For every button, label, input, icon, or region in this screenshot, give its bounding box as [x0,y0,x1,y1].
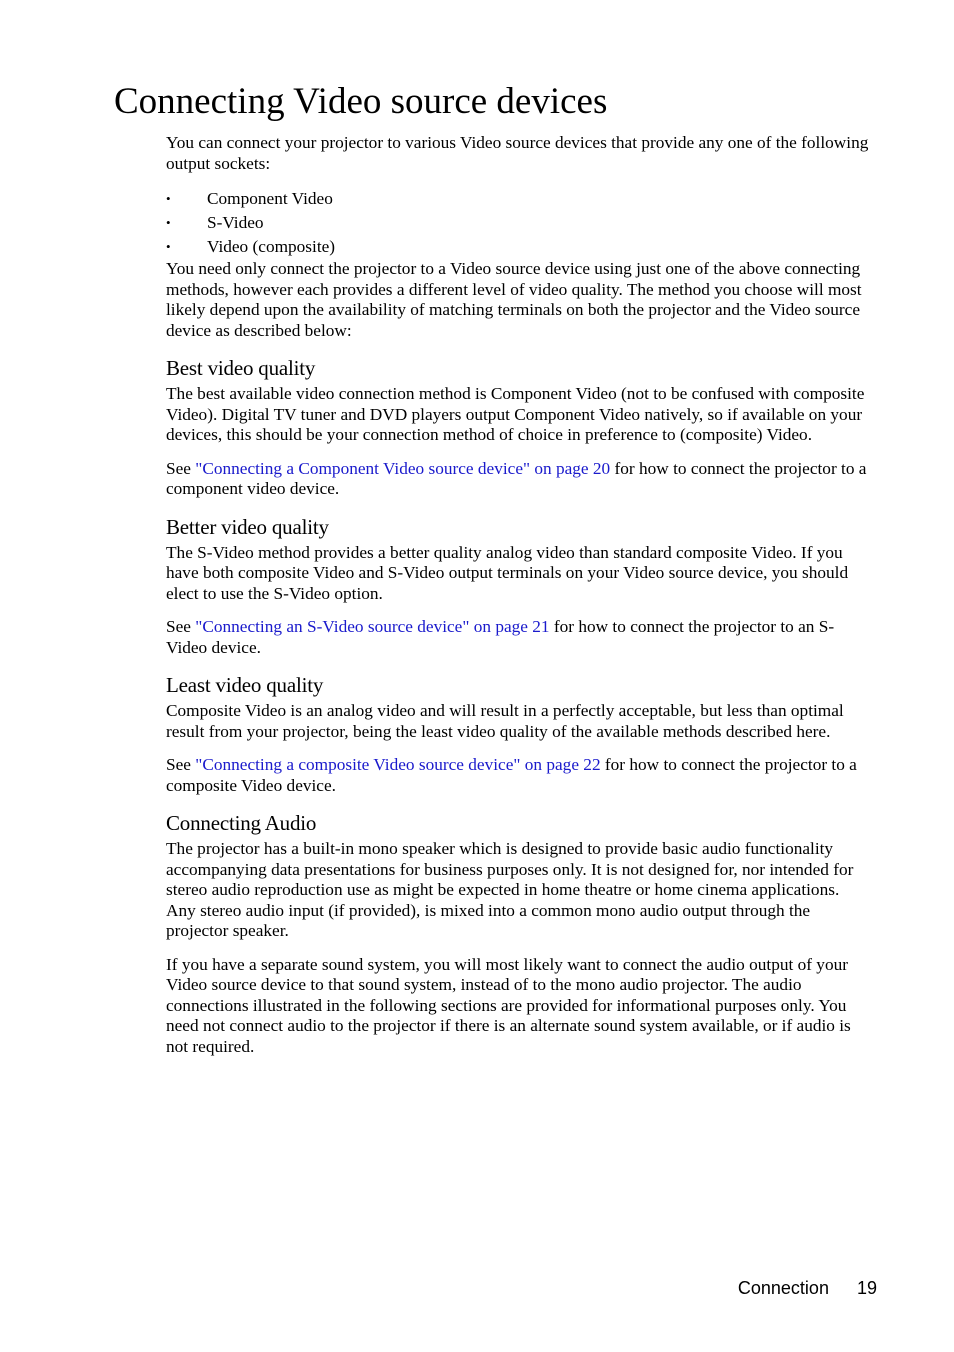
bullet-icon: • [166,215,171,230]
list-item-label: Component Video [207,189,333,208]
see-prefix: See [166,617,196,636]
page-number: 19 [856,1278,877,1298]
section-heading-better-quality: Better video quality [166,514,329,539]
section-body: The best available video connection method is Component Video (not to be confused with composite Video). Digital TV tuner and DVD players output Component Video natively, so if available on your devices, this should be your connection method of choice in preference to (composite) Video. [166,384,865,444]
output-sockets-list [166,187,872,259]
footer-section-name: Connection [737,1278,829,1298]
method-choice-paragraph: You need only connect the projector to a Video source device using just one of the above connecting methods, however each provides a different level of video quality. The method you choose will most likely depend upon the availability of matching terminals on both the projector and the Video source device as described below: [166,259,862,340]
section-body: The S-Video method provides a better quality analog video than standard composite Video. If you have both composite Video and S-Video output terminals on your Video source device, you should elect to use the S-Video option. [166,542,849,603]
list-item [166,235,872,259]
section-heading-best-quality: Best video quality [166,356,316,380]
s-video-link[interactable]: "Connecting an S-Video source device" on page 21 [195,617,550,636]
bullet-icon: • [166,239,171,254]
bullet-icon: • [166,191,171,206]
list-item [166,211,872,235]
section-heading-least-quality: Least video quality [166,673,324,697]
component-video-link[interactable]: "Connecting a Component Video source device" on page 20 [195,458,611,478]
see-reference-paragraph [166,617,872,658]
main-content [166,133,872,1057]
section-heading-connecting-audio: Connecting Audio [166,811,317,835]
see-prefix: See [166,755,196,774]
list-item-label: S-Video [207,213,264,232]
audio-paragraph-speaker: The projector has a built-in mono speaker which is designed to provide basic audio functionality accompanying data presentations for business purposes only. It is not designed for, nor intended for stereo audio reproduction use as might be expected in home theatre or home cinema applications. Any stereo audio input (if provided), is mixed into a common mono audio output through the projector speaker. [166,839,854,940]
audio-paragraph-sound-system: If you have a separate sound system, you will most likely want to connect the audio output of your Video source device to that sound system, instead of to the mono audio projector. The audio connections illustrated in the following sections are provided for informational purposes only. You need not connect audio to the projector if there is an alternate sound system available, or if audio is not required. [166,954,851,1056]
see-prefix: See [166,458,196,478]
composite-video-link[interactable]: "Connecting a composite Video source device" on page 22 [195,755,601,774]
page-footer [738,1277,877,1299]
intro-paragraph: You can connect your projector to various Video source devices that provide any one of the following output sockets: [166,133,869,173]
see-reference-paragraph [166,755,872,796]
see-suffix: for how to connect the projector to a composite Video device. [166,755,857,795]
see-reference-paragraph [166,459,872,500]
section-body: Composite Video is an analog video and will result in a perfectly acceptable, but less than optimal result from your projector, being the least video quality of the available methods described here. [166,701,844,741]
page-title: Connecting Video source devices [114,81,608,122]
list-item-label: Video (composite) [207,237,336,256]
see-suffix: for how to connect the projector to a component video device. [166,458,867,498]
see-suffix: for how to connect the projector to an S-Video device. [166,617,835,657]
list-item [166,187,872,211]
